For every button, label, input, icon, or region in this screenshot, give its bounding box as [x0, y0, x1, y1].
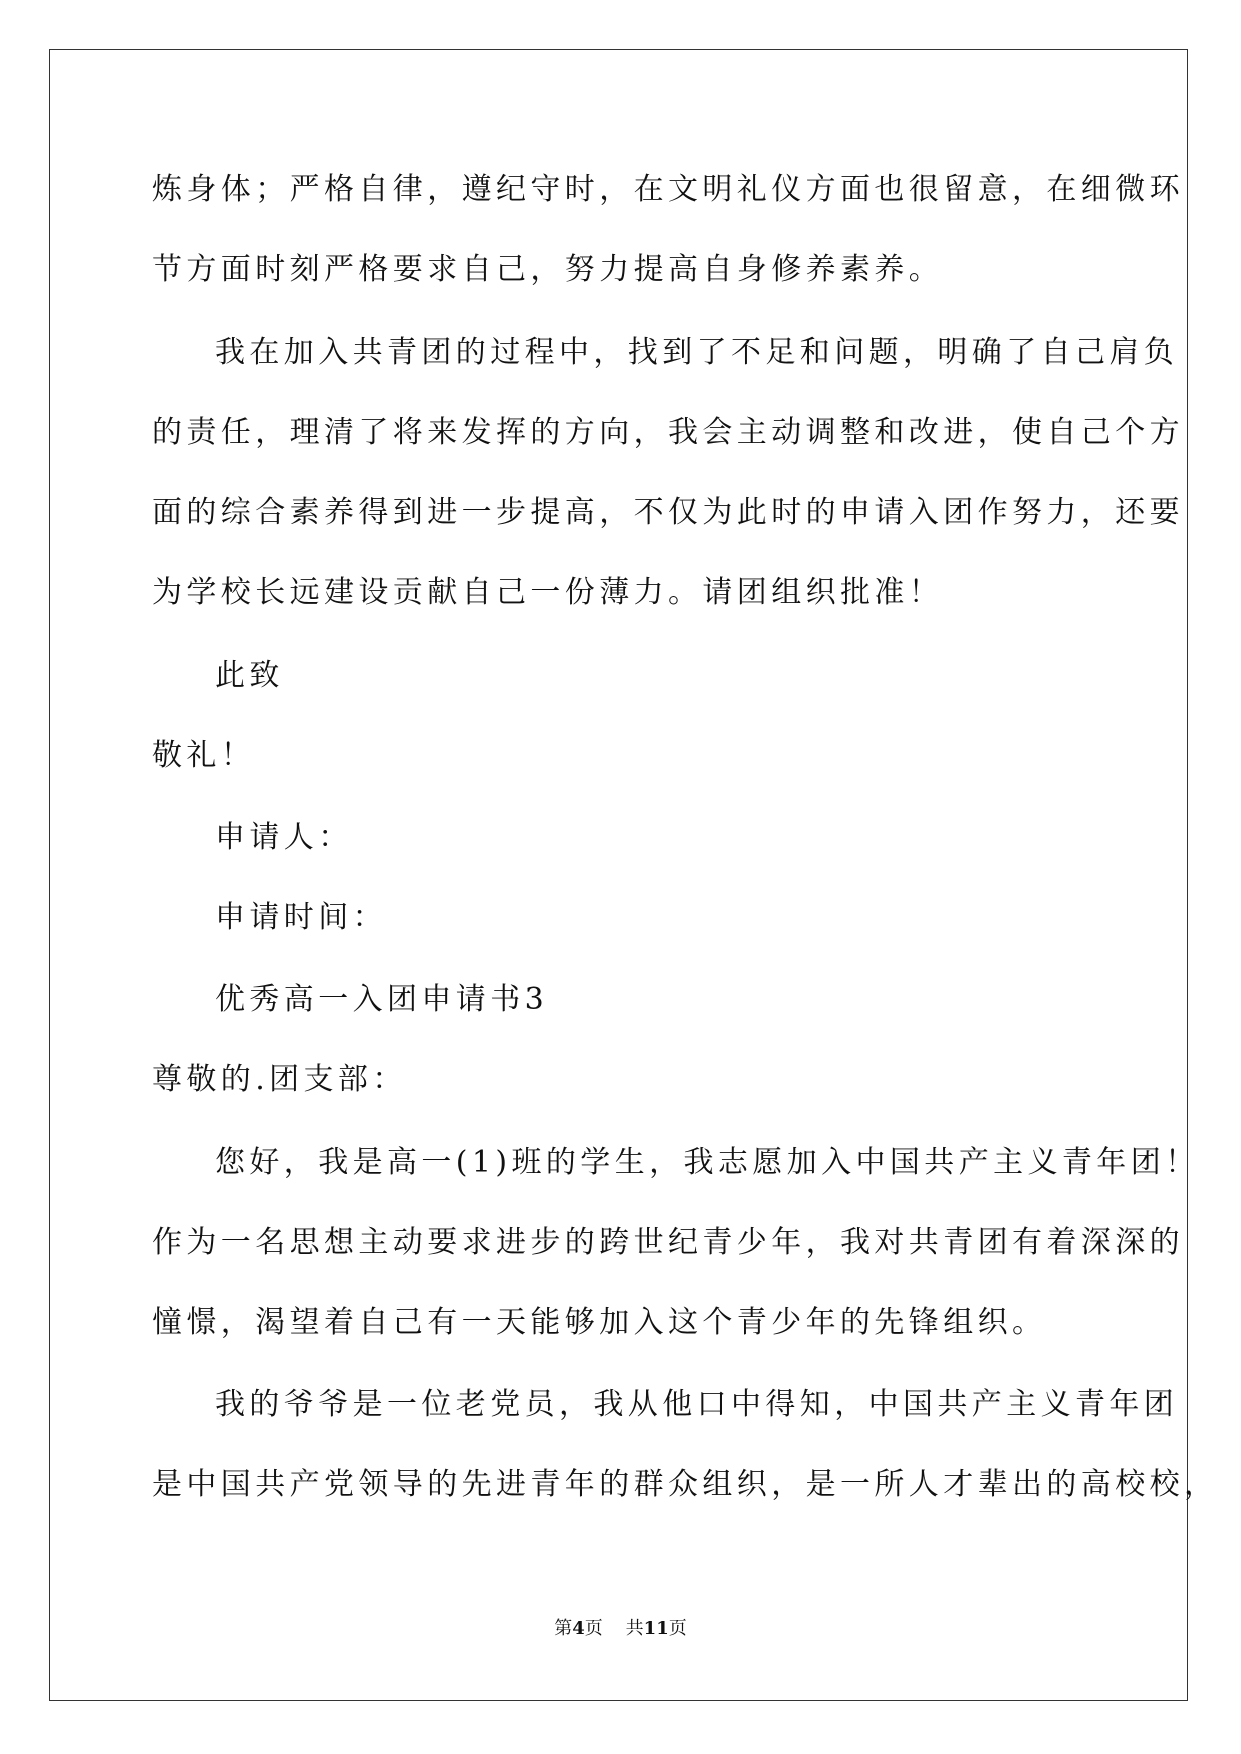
body-line-2: 节方面时刻严格要求自己，努力提高自身修养素养。	[152, 252, 944, 287]
body-line-15: 憧憬，渴望着自己有一天能够加入这个青少年的先锋组织。	[152, 1305, 1047, 1340]
body-line-16: 我的爷爷是一位老党员，我从他口中得知，中国共产主义青年团	[215, 1387, 1179, 1422]
current-page-number: 4	[572, 1618, 585, 1639]
applicant-label: 申请人：	[215, 820, 353, 855]
footer-total-prefix: 共	[625, 1618, 644, 1639]
closing-salutation: 此致	[215, 658, 284, 693]
body-line-13: 您好，我是高一(1)班的学生，我志愿加入中国共产主义青年团！	[215, 1145, 1200, 1180]
body-line-17: 是中国共产党领导的先进青年的群众组织，是一所人才辈出的高校校，	[152, 1467, 1219, 1502]
footer-prefix: 第	[554, 1618, 573, 1639]
application-date-label: 申请时间：	[215, 900, 387, 935]
body-line-3: 我在加入共青团的过程中，找到了不足和问题，明确了自己肩负	[215, 335, 1179, 370]
section-title: 优秀高一入团申请书3	[215, 982, 549, 1017]
body-line-14: 作为一名思想主动要求进步的跨世纪青少年，我对共青团有着深深的	[152, 1225, 1184, 1260]
closing-regards: 敬礼！	[152, 738, 256, 773]
body-line-5: 面的综合素养得到进一步提高，不仅为此时的申请入团作努力，还要	[152, 495, 1184, 530]
page-border	[49, 49, 1188, 1701]
total-pages-number: 11	[643, 1618, 669, 1639]
page-footer	[0, 1617, 1241, 1641]
greeting: 尊敬的.团支部：	[152, 1062, 407, 1097]
body-line-6: 为学校长远建设贡献自己一份薄力。请团组织批准！	[152, 575, 944, 610]
body-line-4: 的责任，理清了将来发挥的方向，我会主动调整和改进，使自己个方	[152, 415, 1184, 450]
body-line-1: 炼身体；严格自律，遵纪守时，在文明礼仪方面也很留意，在细微环	[152, 172, 1184, 207]
footer-page-word: 页	[584, 1618, 603, 1639]
footer-total-word: 页	[668, 1618, 687, 1639]
